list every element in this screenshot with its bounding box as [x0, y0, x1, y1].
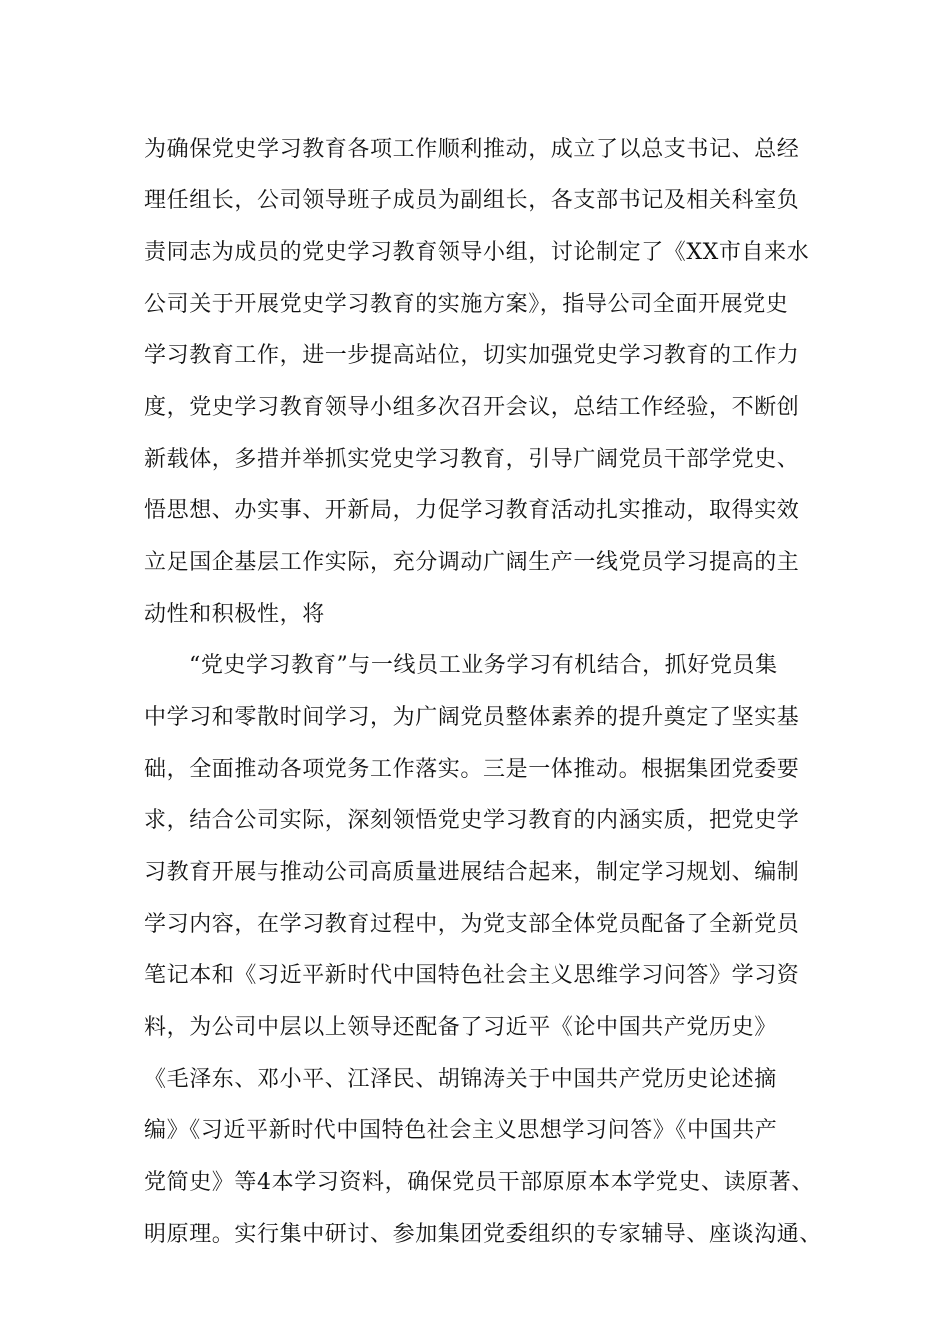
text-line-4: 公司关于开展党史学习教育的实施方案》，指导公司全面开展党史 — [144, 292, 789, 317]
text-line-9: 立足国企基层工作实际，充分调动广阔生产一线党员学习提高的主 — [144, 550, 800, 575]
text-line-5: 学习教育工作，进一步提高站位，切实加强党史学习教育的工作力 — [144, 343, 800, 368]
text-line-19: 《毛泽东、邓小平、江泽民、胡锦涛关于中国共产党历史论述摘 — [144, 1067, 777, 1092]
text-line-10: 动性和积极性，将 — [144, 602, 325, 627]
text-line-22: 明原理。实行集中研讨、参加集团党委组织的专家辅导、座谈沟通、 — [144, 1222, 823, 1247]
text-line-21: 党简史》等4本学习资料，确保党员干部原原本本学党史、读原著、 — [144, 1170, 814, 1195]
text-line-11: “党史学习教育”与一线员工业务学习有机结合，抓好党员集 — [189, 653, 778, 678]
text-line-16: 学习内容，在学习教育过程中，为党支部全体党员配备了全新党员 — [144, 912, 800, 937]
text-line-7: 新载体，多措并举抓实党史学习教育，引导广阔党员干部学党史、 — [144, 447, 800, 472]
text-line-12: 中学习和零散时间学习，为广阔党员整体素养的提升奠定了坚实基 — [144, 705, 800, 730]
text-line-8: 悟思想、办实事、开新局，力促学习教育活动扎实推动，取得实效 — [144, 498, 800, 523]
text-line-2: 理任组长，公司领导班子成员为副组长，各支部书记及相关科室负 — [144, 188, 800, 213]
text-line-1: 为确保党史学习教育各项工作顺利推动，成立了以总支书记、总经 — [144, 137, 800, 162]
text-line-15: 习教育开展与推动公司高质量进展结合起来，制定学习规划、编制 — [144, 860, 800, 885]
text-line-6: 度，党史学习教育领导小组多次召开会议，总结工作经验，不断创 — [144, 395, 800, 420]
text-line-14: 求，结合公司实际，深刻领悟党史学习教育的内涵实质，把党史学 — [144, 808, 800, 833]
text-line-20: 编》《习近平新时代中国特色社会主义思想学习问答》《中国共产 — [144, 1118, 778, 1143]
text-line-3: 责同志为成员的党史学习教育领导小组，讨论制定了《XX市自来水 — [144, 240, 810, 265]
text-line-17: 笔记本和《习近平新时代中国特色社会主义思维学习问答》学习资 — [144, 963, 800, 988]
text-line-13: 础，全面推动各项党务工作落实。三是一体推动。根据集团党委要 — [144, 757, 800, 782]
text-line-18: 料，为公司中层以上领导还配备了习近平《论中国共产党历史》 — [144, 1015, 777, 1040]
